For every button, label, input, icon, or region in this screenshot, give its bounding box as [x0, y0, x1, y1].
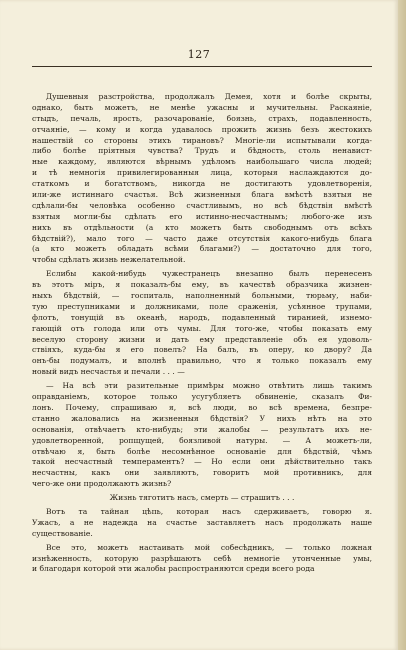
text-line: Ужасъ, а не надежда на счастье заставляетъ насъ продолжать наше [32, 517, 372, 527]
page-edge [398, 0, 406, 650]
text-line: Душевныя разстройства, продолжалъ Демея, хотя и болѣе скрыты, [46, 92, 372, 101]
text-line: бѣдствій?), мало того — часто даже отсутствія какого-нибудь блага [32, 233, 372, 243]
text-line: ныхъ бѣдствій, — госпиталь, наполненный больными, тюрьму, наби- [32, 291, 372, 301]
text-line: (а кто можетъ обладать всѣми благами?) — достаточно для того, [32, 244, 372, 254]
text-line: однако, быть можетъ, не менѣе ужасны и мучительны. Раскаяніе, [32, 102, 372, 112]
paragraph [32, 92, 372, 266]
text-line: онъ-бы подумалъ, и вполнѣ правильно, что я только показалъ ему [32, 356, 372, 366]
paragraph [32, 543, 372, 576]
text-line: гающій отъ голода или отъ чумы. Для того-же, чтобы показать ему [32, 323, 372, 333]
text-line: такой несчастный темпераментъ? — Но если они дѣйствительно такъ [32, 457, 372, 467]
text-line: и благодаря которой эти жалобы распространяются среди всего рода [32, 564, 315, 574]
text-line: чего-же они продолжаютъ жизнь? [32, 479, 172, 489]
text-line: или-же истиннаго счастья. Всѣ жизненныя блага вмѣстѣ взятыя не [32, 190, 372, 200]
text-line: чтобы сдѣлать жизнь нежелательной. [32, 255, 186, 265]
text-line: и тѣ немногія привилегированныя лица, которыя наслаждаются до- [32, 168, 372, 178]
text-line: Вотъ та тайная цѣпь, которая насъ сдерживаетъ, говорю я. [46, 506, 372, 516]
text-line: въ этотъ міръ, я показалъ-бы ему, въ качествѣ образчика жизнен- [32, 280, 372, 290]
page-number: 127 [187, 48, 211, 61]
paragraph [32, 493, 372, 504]
text-line: Все это, можетъ настаивать мой собесѣдникъ, — только ложная [46, 542, 372, 552]
text-line: станно жаловались на жизненныя бѣдствія? У нихъ нѣтъ на это [32, 413, 372, 423]
text-line: отчаяніе, — кому и когда удавалось прожить жизнь безъ жестокихъ [32, 124, 372, 134]
text-line: нашествій со стороны этихъ тирановъ? Многіе-ли испытывали когда- [32, 135, 372, 145]
text-line: основанія, отвѣчаетъ кто-нибудь; эти жалобы — результатъ ихъ не- [32, 424, 372, 434]
text-line: лонъ. Почему, спрашиваю я, всѣ люди, во всѣ времена, безпре- [32, 402, 372, 412]
text-line: нихъ въ отдѣльности (а кто можетъ быть свободнымъ отъ всѣхъ [32, 222, 372, 232]
text-line: статкомъ и богатствомъ, никогда не достигаютъ удовлетворенія, [32, 179, 372, 189]
header-rule [32, 66, 372, 67]
text-line: сдѣлали-бы человѣка особенно счастливымъ, но всѣ бѣдствія вмѣстѣ [32, 200, 372, 210]
text-line: ствіяхъ, куда-бы я его повелъ? На балъ, въ оперу, ко двору? Да [32, 345, 372, 355]
paragraph [32, 381, 372, 490]
text-line: веселую сторону жизни и дать ему представленіе объ ея удоволь- [32, 334, 372, 344]
text-line: новый видъ несчастья и печали . . . — [32, 367, 185, 377]
text-line: существованіе. [32, 528, 93, 538]
text-line: несчастны, какъ они заявляютъ, говоритъ мой противникъ, для [32, 468, 372, 478]
paragraph [32, 269, 372, 378]
text-line: взятыя могли-бы сдѣлать его истинно-несчастнымъ; любого-же изъ [32, 211, 372, 221]
text-line: Жизнь тяготитъ насъ, смерть — страшитъ . . . [109, 493, 295, 503]
text-line: Еслибы какой-нибудь чужестранецъ внезапно былъ перенесенъ [46, 269, 372, 279]
body-text [32, 92, 372, 575]
text-line: флотъ, тонущій въ океанѣ, народъ, подавленный тиранией, изнемо- [32, 312, 372, 322]
text-line: тую преступниками и должниками, поле сраженія, усѣянное трупами, [32, 301, 372, 311]
text-line: ные каждому, являются вѣрнымъ удѣломъ наибольшаго числа людей; [32, 157, 372, 167]
text-line: — На всѣ эти разительные примѣры можно отвѣтить лишь такимъ [46, 381, 372, 391]
text-line: изнѣженность, которую разрѣшаютъ себѣ немногіе утонченные умы, [32, 553, 372, 563]
paragraph [32, 507, 372, 540]
text-line: либо болѣе пріятныя чувства? Трудъ и бѣдность, столь ненавист- [32, 146, 372, 156]
text-line: стыдъ, печаль, ярость, разочарованіе, боязнь, страхъ, подавленность, [32, 113, 372, 123]
text-line: отвѣчаю я, быть болѣе несомнѣнное основаніе для бѣдствій, чѣмъ [32, 446, 372, 456]
text-line: удовлетворенной, ропщущей, боязливой натуры. — А можетъ-ли, [32, 435, 372, 445]
text-line: оправданіемъ, которое только усугубляетъ обвиненіе, сказалъ Фи- [32, 392, 372, 402]
